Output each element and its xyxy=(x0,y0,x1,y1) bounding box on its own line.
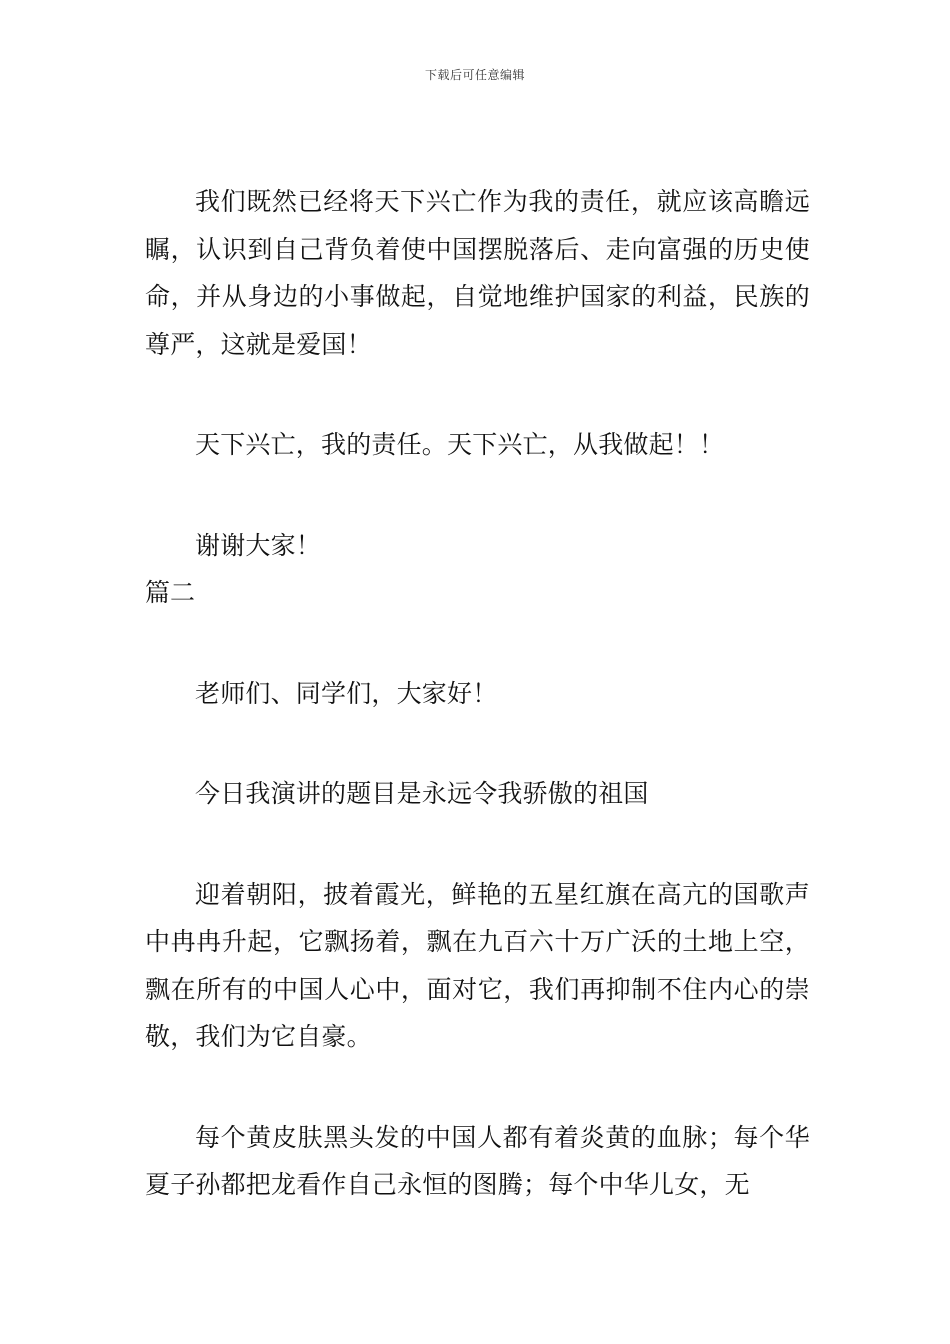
paragraph-heritage: 每个黄皮肤黑头发的中国人都有着炎黄的血脉；每个华夏子孙都把龙看作自己永恒的图腾；每个中华儿女，无 xyxy=(145,1122,810,1199)
paragraph-flag: 迎着朝阳，披着霞光，鲜艳的五星红旗在高亢的国歌声中冉冉升起，它飘扬着，飘在九百六十万广沃的土地上空，飘在所有的中国人心中，面对它，我们再抑制不住内心的崇敬，我们为它自豪。 xyxy=(145,879,810,1051)
paragraph-greeting: 老师们、同学们，大家好！ xyxy=(195,678,498,708)
paragraph-thanks: 谢谢大家！ xyxy=(195,530,322,560)
paragraph-responsibility: 我们既然已经将天下兴亡作为我的责任，就应该高瞻远瞩，认识到自己背负着使中国摆脱落后、走向富强的历史使命，并从身边的小事做起，自觉地维护国家的利益，民族的尊严，这就是爱国！ xyxy=(145,187,810,359)
paragraph-slogan: 天下兴亡，我的责任。天下兴亡，从我做起！！ xyxy=(195,430,725,459)
paragraph-topic: 今日我演讲的题目是永远令我骄傲的祖国 xyxy=(195,779,649,808)
document-body xyxy=(145,178,810,1209)
page-header: 下载后可任意编辑 xyxy=(424,68,525,82)
section-title: 篇二 xyxy=(145,578,196,607)
